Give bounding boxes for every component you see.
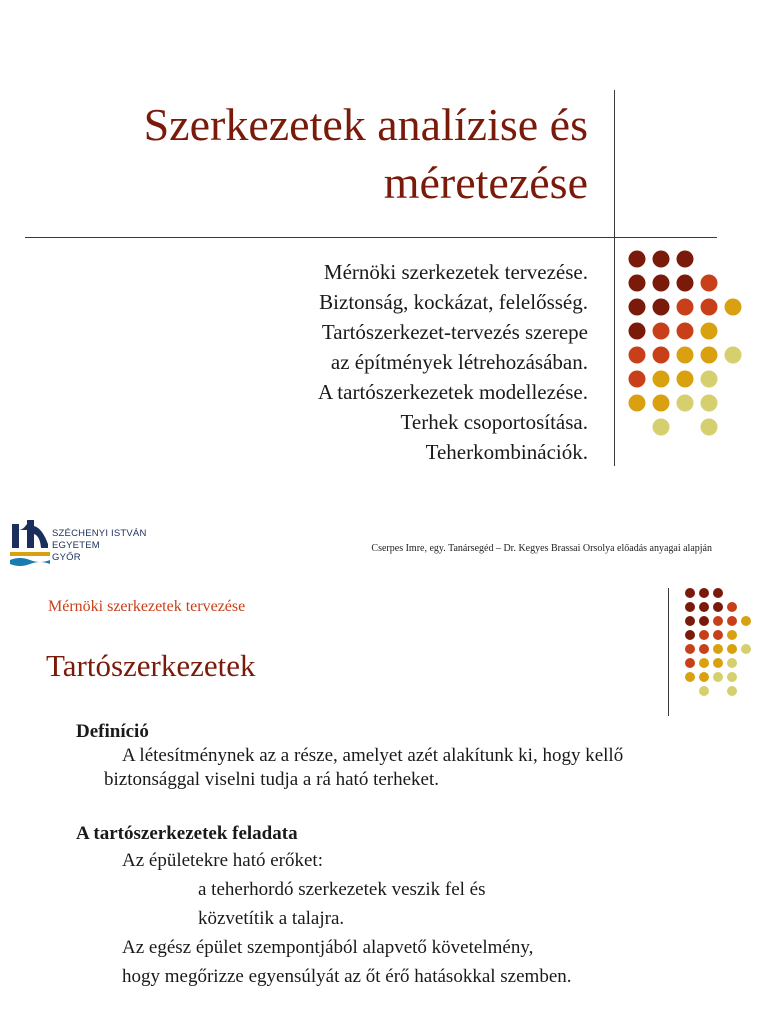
decorative-dot	[629, 371, 646, 388]
decorative-dot	[629, 251, 646, 268]
title-line-2: méretezése	[383, 157, 588, 208]
decorative-dot	[677, 323, 694, 340]
task-line: közvetítik a talajra.	[198, 908, 345, 929]
decorative-dot	[677, 251, 694, 268]
decorative-dot	[725, 299, 742, 316]
decorative-dot	[701, 347, 718, 364]
decorative-dot	[629, 299, 646, 316]
decorative-dot	[699, 602, 709, 612]
decorative-dot	[629, 323, 646, 340]
title-slide	[0, 0, 768, 505]
decorative-dot	[699, 672, 709, 682]
definition-text	[104, 744, 736, 792]
decorative-dot	[701, 275, 718, 292]
logo-line: GYŐR	[52, 552, 81, 563]
definition-line: biztonsággal viselni tudja a rá ható terheket.	[104, 769, 440, 790]
decorative-dot	[685, 616, 695, 626]
decorative-dot	[699, 658, 709, 668]
task-heading: A tartószerkezetek feladata	[76, 823, 298, 844]
decorative-dot	[629, 395, 646, 412]
decorative-dot	[653, 395, 670, 412]
decorative-dot	[727, 672, 737, 682]
decorative-dot	[653, 347, 670, 364]
decorative-dot	[741, 616, 751, 626]
subtitle-line: Tartószerkezet-tervezés szerepe	[321, 320, 588, 344]
decorative-dot	[653, 371, 670, 388]
university-logo	[10, 520, 160, 572]
decorative-dot	[677, 371, 694, 388]
decorative-dot	[701, 323, 718, 340]
section-heading: Mérnöki szerkezetek tervezése	[48, 598, 246, 615]
decorative-dot	[701, 299, 718, 316]
slide-title	[28, 96, 588, 212]
decorative-dot	[653, 323, 670, 340]
definition-heading: Definíció	[76, 721, 149, 742]
logo-text	[52, 528, 147, 564]
decorative-dot	[701, 419, 718, 436]
subtitle-line: Teherkombinációk.	[425, 440, 588, 464]
decorative-dot	[653, 275, 670, 292]
decorative-dot	[677, 347, 694, 364]
decorative-dot	[727, 658, 737, 668]
decorative-dot	[713, 616, 723, 626]
horizontal-divider	[25, 237, 717, 238]
decorative-dot	[685, 588, 695, 598]
logo-line: EGYETEM	[52, 540, 100, 551]
subtitle-list	[48, 257, 588, 467]
decorative-dot	[685, 672, 695, 682]
decorative-dot	[713, 588, 723, 598]
decorative-dot	[677, 275, 694, 292]
decorative-dot	[685, 602, 695, 612]
decorative-dot	[713, 644, 723, 654]
decorative-dot	[653, 419, 670, 436]
decorative-dot	[685, 644, 695, 654]
task-line: hogy megőrizze egyensúlyát az őt érő hatásokkal szemben.	[122, 966, 572, 987]
decorative-dot	[701, 371, 718, 388]
decorative-dot	[685, 658, 695, 668]
subtitle-line: A tartószerkezetek modellezése.	[318, 380, 588, 404]
decorative-dot	[677, 299, 694, 316]
decorative-dot	[701, 395, 718, 412]
vertical-divider	[614, 90, 615, 466]
decorative-dot	[653, 299, 670, 316]
decorative-dot	[713, 672, 723, 682]
task-line: Az egész épület szempontjából alapvető követelmény,	[122, 937, 534, 958]
decorative-dot	[713, 630, 723, 640]
decorative-dot	[727, 616, 737, 626]
decorative-dot	[699, 686, 709, 696]
subtitle-line: Biztonság, kockázat, felelősség.	[319, 290, 588, 314]
decorative-dot	[727, 602, 737, 612]
subtitle-line: Terhek csoportosítása.	[400, 410, 588, 434]
decorative-dot	[727, 630, 737, 640]
decorative-dot	[725, 347, 742, 364]
decorative-dot	[685, 630, 695, 640]
decorative-dot-grid	[620, 243, 760, 443]
task-line: Az épületekre ható erőket:	[122, 850, 323, 871]
decorative-dot	[699, 616, 709, 626]
decorative-dot	[699, 630, 709, 640]
decorative-dot	[727, 686, 737, 696]
decorative-dot-grid	[680, 586, 760, 706]
decorative-dot	[677, 395, 694, 412]
subtitle-line: Mérnöki szerkezetek tervezése.	[323, 260, 588, 284]
decorative-dot	[699, 588, 709, 598]
decorative-dot	[699, 644, 709, 654]
vertical-divider	[668, 588, 669, 716]
decorative-dot	[741, 644, 751, 654]
title-line-1: Szerkezetek analízise és	[143, 99, 588, 150]
decorative-dot	[727, 644, 737, 654]
slide-title: Tartószerkezetek	[46, 648, 256, 683]
slide-body	[76, 720, 736, 991]
logo-line: SZÉCHENYI ISTVÁN	[52, 528, 147, 539]
author-credit: Cserpes Imre, egy. Tanársegéd – Dr. Kegyes Brassai Orsolya előadás anyagai alapján	[371, 543, 712, 554]
content-slide	[0, 578, 768, 1024]
decorative-dot	[629, 275, 646, 292]
decorative-dot	[653, 251, 670, 268]
subtitle-line: az építmények létrehozásában.	[330, 350, 588, 374]
definition-line: A létesítménynek az a része, amelyet azét alakítunk ki, hogy kellő	[122, 745, 624, 766]
task-line: a teherhordó szerkezetek veszik fel és	[198, 879, 486, 900]
decorative-dot	[713, 602, 723, 612]
slide-footer	[0, 510, 768, 576]
decorative-dot	[629, 347, 646, 364]
university-logo-icon	[10, 520, 50, 566]
decorative-dot	[713, 658, 723, 668]
